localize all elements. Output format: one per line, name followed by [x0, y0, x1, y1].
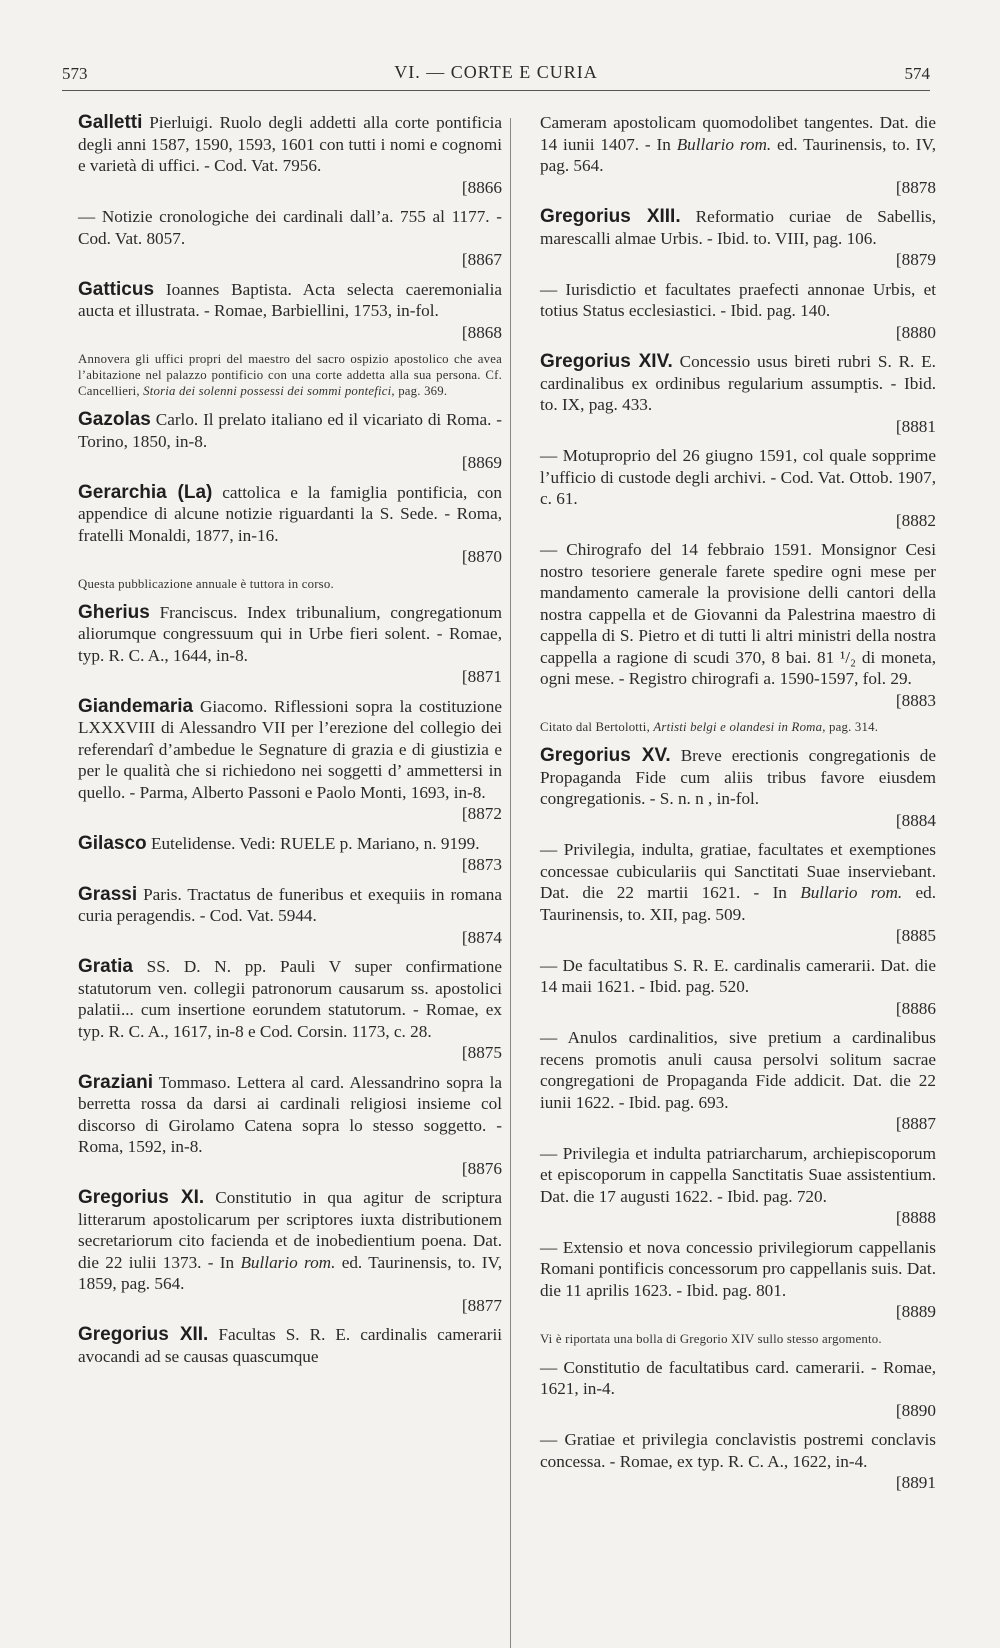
bibliography-entry — [78, 602, 502, 688]
entry-text: Giacomo. Riflessioni sopra la costituzione LXXXVIII di Alessandro VII per l’erezione del collegio dei referendarî d’ambedue le Segnature di grazia e di giustizia e per le qualità che si richiedono nei soggetti d’ ammettersi in quello. - Parma, Alberto Passoni e Paolo Monti, 1693, in-8. — [78, 696, 502, 802]
bibliography-entry — [78, 1324, 502, 1367]
bibliography-entry — [540, 279, 936, 344]
entry-text: Reformatio curiae de Sabellis, marescalli almae Urbis. - Ibid. to. VIII, pag. 106. — [540, 207, 936, 248]
bibliography-entry — [78, 956, 502, 1064]
entry-headword: Gregorius XIV. — [540, 351, 673, 372]
bibliography-entry — [540, 112, 936, 198]
entry-number: [8883 — [895, 690, 936, 710]
entry-number: [8873 — [461, 855, 502, 874]
entry-headword: Gregorius XII. — [78, 1324, 209, 1345]
entry-text: Constitutio in qua agitur de scriptura litterarum apostolicarum per scriptores iuxta distributionem secretariorum cito facienda et de inobedientium poena. Dat. die 22 iulii 1373. - In — [78, 1188, 502, 1272]
left-column — [78, 112, 502, 1375]
entry-number: [8876 — [461, 1158, 502, 1178]
entry-text: — Constitutio de facultatibus card. camerarii. - Romae, 1621, in-4. — [540, 1357, 936, 1398]
entry-text: Pierluigi. Ruolo degli addetti alla corte pontificia degli anni 1587, 1590, 1593, 1601 con tutti i nomi e cognomi e varietà di uffici. - Cod. Vat. 7956. — [78, 113, 502, 175]
bibliography-entry — [78, 1072, 502, 1180]
entry-number: [8869 — [461, 453, 502, 472]
entry-number: [8881 — [895, 416, 936, 436]
entry-headword: Gherius — [78, 601, 150, 623]
entry-text: — Privilegia et indulta patriarcharum, archiepiscoporum et episcoporum in cappella Sanctitatis Suae assistentium. Dat. die 17 augusti 1622. - Ibid. pag. 720. — [540, 1143, 936, 1206]
entry-headword: Gratia — [78, 956, 133, 977]
entry-number: [8877 — [461, 1295, 502, 1315]
entry-number: [8886 — [895, 998, 936, 1018]
bibliography-entry — [540, 445, 936, 531]
bibliography-entry — [540, 351, 936, 437]
entry-number: [8875 — [461, 1043, 502, 1062]
section-title: VI. — CORTE E CURIA — [394, 62, 598, 82]
entry-italic-title: Bullario rom. — [800, 883, 903, 902]
bibliography-entry — [540, 1429, 936, 1494]
entry-text: — Anulos cardinalitios, sive pretium a cardinalibus recens promotis anuli causa persolvi solitum sacrae congregationi de Propaganda Fide addicit. Dat. die 22 iunii 1622. - Ibid. pag. 693. — [540, 1028, 936, 1112]
entry-headword: Gerarchia (La) — [78, 481, 213, 503]
bibliography-entry — [78, 206, 502, 271]
bibliography-entry — [540, 1357, 936, 1422]
entry-text: — Chirografo del 14 febbraio 1591. Monsignor Cesi nostro tesoriere generale farete spedire ogni mese per mandamento camerale la provisione delli cantori della nostra cappella et de Giovanni da Palestrina maestro di cappella di S. Pietro et di tutti li altri ministri della nostra cappella a ragione di scudi 370, 8 bai. 81 ¹/₂ di moneta, ogni mese. - Registro chirografi a. 1590-1597, fol. 29. — [540, 540, 936, 688]
bibliography-entry — [78, 409, 502, 474]
entry-text: Eutelidense. Vedi: RUELE p. Mariano, n. 9199. — [146, 833, 480, 853]
bibliography-entry — [540, 745, 936, 831]
entry-text-cont: ed. Taurinensis, to. IV, 1859, pag. 564. — [78, 1252, 503, 1293]
entry-number: [8890 — [895, 1400, 936, 1420]
note-text: Annovera gli uffici propri del maestro del sacro ospizio apostolico che avea l’abitazione nel palazzo pontificio con una corte addetta alla sua persona. Cf. Cancellieri, — [78, 352, 502, 398]
entry-text: — Motuproprio del 26 giugno 1591, col quale sopprime l’ufficio di custode degli archivi. - Cod. Vat. Ottob. 1907, c. 61. — [540, 446, 936, 508]
entry-text: Tommaso. Lettera al card. Alessandrino sopra la berretta rossa da darsi ai cardinali religiosi insieme col discorso di Girolamo Catena sopra lo stesso soggetto. - Roma, 1592, in-8. — [78, 1072, 502, 1156]
entry-italic-title: Bullario rom. — [240, 1252, 336, 1272]
entry-headword: Gatticus — [78, 278, 155, 300]
entry-headword: Gregorius XI. — [78, 1187, 205, 1208]
entry-text: Concessio usus bireti rubri S. R. E. cardinalibus ex ordinibus regularium assumptis. - Ibid. to. IX, pag. 433. — [540, 352, 936, 414]
bibliography-entry — [540, 1143, 936, 1229]
entry-text: — De facultatibus S. R. E. cardinalis camerarii. Dat. die 14 maii 1621. - Ibid. pag. 520. — [540, 955, 936, 996]
entry-number: [8870 — [461, 547, 502, 566]
entry-text: Paris. Tractatus de funeribus et exequiis in romana curia peragendis. - Cod. Vat. 5944. — [78, 884, 502, 925]
page-number-right: 574 — [904, 64, 930, 83]
page-number-left: 573 — [62, 64, 88, 83]
entry-headword: Gregorius XV. — [540, 745, 671, 766]
running-header — [62, 58, 930, 91]
entry-number: [8882 — [895, 510, 936, 530]
entry-headword: Galletti — [78, 112, 143, 133]
entry-headword: Gilasco — [78, 832, 147, 854]
entry-headword: Gregorius XIII. — [540, 206, 681, 227]
entry-note — [540, 719, 936, 735]
note-text: Citato dal Bertolotti, — [540, 720, 654, 734]
bibliography-entry — [540, 1237, 936, 1323]
entry-text: cattolica e la famiglia pontificia, con appendice di alcune notizie riguardanti la S. Sede. - Roma, fratelli Monaldi, 1877, in-16. — [78, 482, 502, 545]
entry-text: — Privilegia, indulta, gratiae, facultates et exemptiones concessae cubiculariis qui Sanctitati Suae inserviebant. Dat. die 22 martii 1621. - In — [540, 840, 936, 902]
bibliography-entry — [540, 539, 936, 711]
entry-text: — Extensio et nova concessio privilegiorum cappellanis Romani pontificis concessorum pro cappellanis suis. Dat. die 11 aprilis 1623. - Ibid. pag. 801. — [540, 1237, 936, 1300]
right-column — [540, 112, 936, 1502]
bibliography-entry — [78, 884, 502, 949]
entry-number: [8885 — [895, 926, 936, 945]
bibliography-entry — [78, 279, 502, 344]
entry-text: Facultas S. R. E. cardinalis camerarii avocandi ad se causas quascumque — [78, 1325, 502, 1366]
entry-text: — Iurisdictio et facultates praefecti annonae Urbis, et totius Status ecclesiastici. - Ibid. pag. 140. — [540, 279, 936, 320]
entry-number: [8887 — [895, 1114, 936, 1133]
note-italic-title: Storia dei solenni possessi dei sommi pontefici — [143, 384, 392, 398]
entry-headword: Gazolas — [78, 409, 151, 430]
bibliography-entry — [78, 696, 502, 825]
entry-text: Carlo. Il prelato italiano ed il vicariato di Roma. - Torino, 1850, in-8. — [78, 410, 502, 451]
entry-number: [8871 — [461, 667, 502, 686]
note-text-end: , pag. 314. — [822, 720, 879, 734]
entry-note — [78, 351, 502, 399]
entry-italic-title: Bullario rom. — [676, 134, 772, 154]
note-text: Questa pubblicazione annuale è tuttora in corso. — [78, 576, 334, 591]
entry-headword: Graziani — [78, 1071, 153, 1093]
entry-number: [8867 — [461, 250, 502, 269]
bibliography-entry — [540, 206, 936, 271]
bibliography-entry — [78, 482, 502, 568]
entry-number: [8888 — [895, 1208, 936, 1227]
column-divider — [510, 118, 511, 1648]
entry-note — [540, 1331, 936, 1347]
entry-number: [8879 — [895, 250, 936, 269]
entry-text: — Notizie cronologiche dei cardinali dall’a. 755 al 1177. - Cod. Vat. 8057. — [78, 207, 502, 248]
entry-note — [78, 576, 502, 592]
entry-number: [8878 — [895, 177, 936, 197]
note-text: Vi è riportata una bolla di Gregorio XIV sullo stesso argomento. — [540, 1331, 882, 1346]
entry-text: Franciscus. Index tribunalium, congregationum aliorumque congressuum qui in Urbe fieri solent. - Romae, typ. R. C. A., 1644, in-8. — [78, 602, 502, 665]
entry-number: [8884 — [895, 810, 936, 830]
entry-text: Cameram apostolicam quomodolibet tangentes. Dat. die 14 iunii 1407. - In — [540, 113, 936, 154]
entry-number: [8868 — [461, 322, 502, 342]
entry-number: [8866 — [461, 177, 502, 197]
entry-text: Breve erectionis congregationis de Propaganda Fide cum aliis tribus favore eiusdem congregationis. - S. n. n , in-fol. — [540, 746, 936, 808]
entry-text-cont: ed. Taurinensis, to. IV, pag. 564. — [540, 134, 936, 175]
entry-number: [8880 — [895, 322, 936, 342]
entry-number: [8889 — [895, 1302, 936, 1321]
entry-number: [8891 — [895, 1473, 936, 1492]
bibliography-entry — [540, 839, 936, 947]
note-italic-title: Artisti belgi e olandesi in Roma — [653, 720, 823, 734]
entry-text: SS. D. N. pp. Pauli V super confirmatione statutorum ven. collegii patronorum causarum ss. apostolici palatii... cum insertione eorundem statutorum. - Romae, ex typ. R. C. A., 1617, in-8 e Cod. Corsin. 1173, c. 28. — [78, 957, 502, 1041]
entry-text: — Gratiae et privilegia conclavistis postremi conclavis concessa. - Romae, ex typ. R. C. A., 1622, in-4. — [540, 1430, 936, 1471]
bibliography-entry — [78, 112, 502, 198]
note-text-end: , pag. 369. — [391, 384, 448, 398]
bibliography-entry — [540, 955, 936, 1020]
entry-text-cont: ed. Taurinensis, to. XII, pag. 509. — [540, 883, 936, 924]
entry-text: Ioannes Baptista. Acta selecta caeremonialia aucta et illustrata. - Romae, Barbiellini, 1753, in-fol. — [78, 279, 502, 320]
bibliography-entry — [78, 1187, 502, 1316]
entry-number: [8874 — [461, 927, 502, 947]
bibliography-entry — [78, 833, 502, 876]
entry-number: [8872 — [461, 804, 502, 823]
entry-headword: Giandemaria — [78, 695, 194, 717]
entry-headword: Grassi — [78, 883, 138, 905]
bibliography-entry — [540, 1027, 936, 1135]
